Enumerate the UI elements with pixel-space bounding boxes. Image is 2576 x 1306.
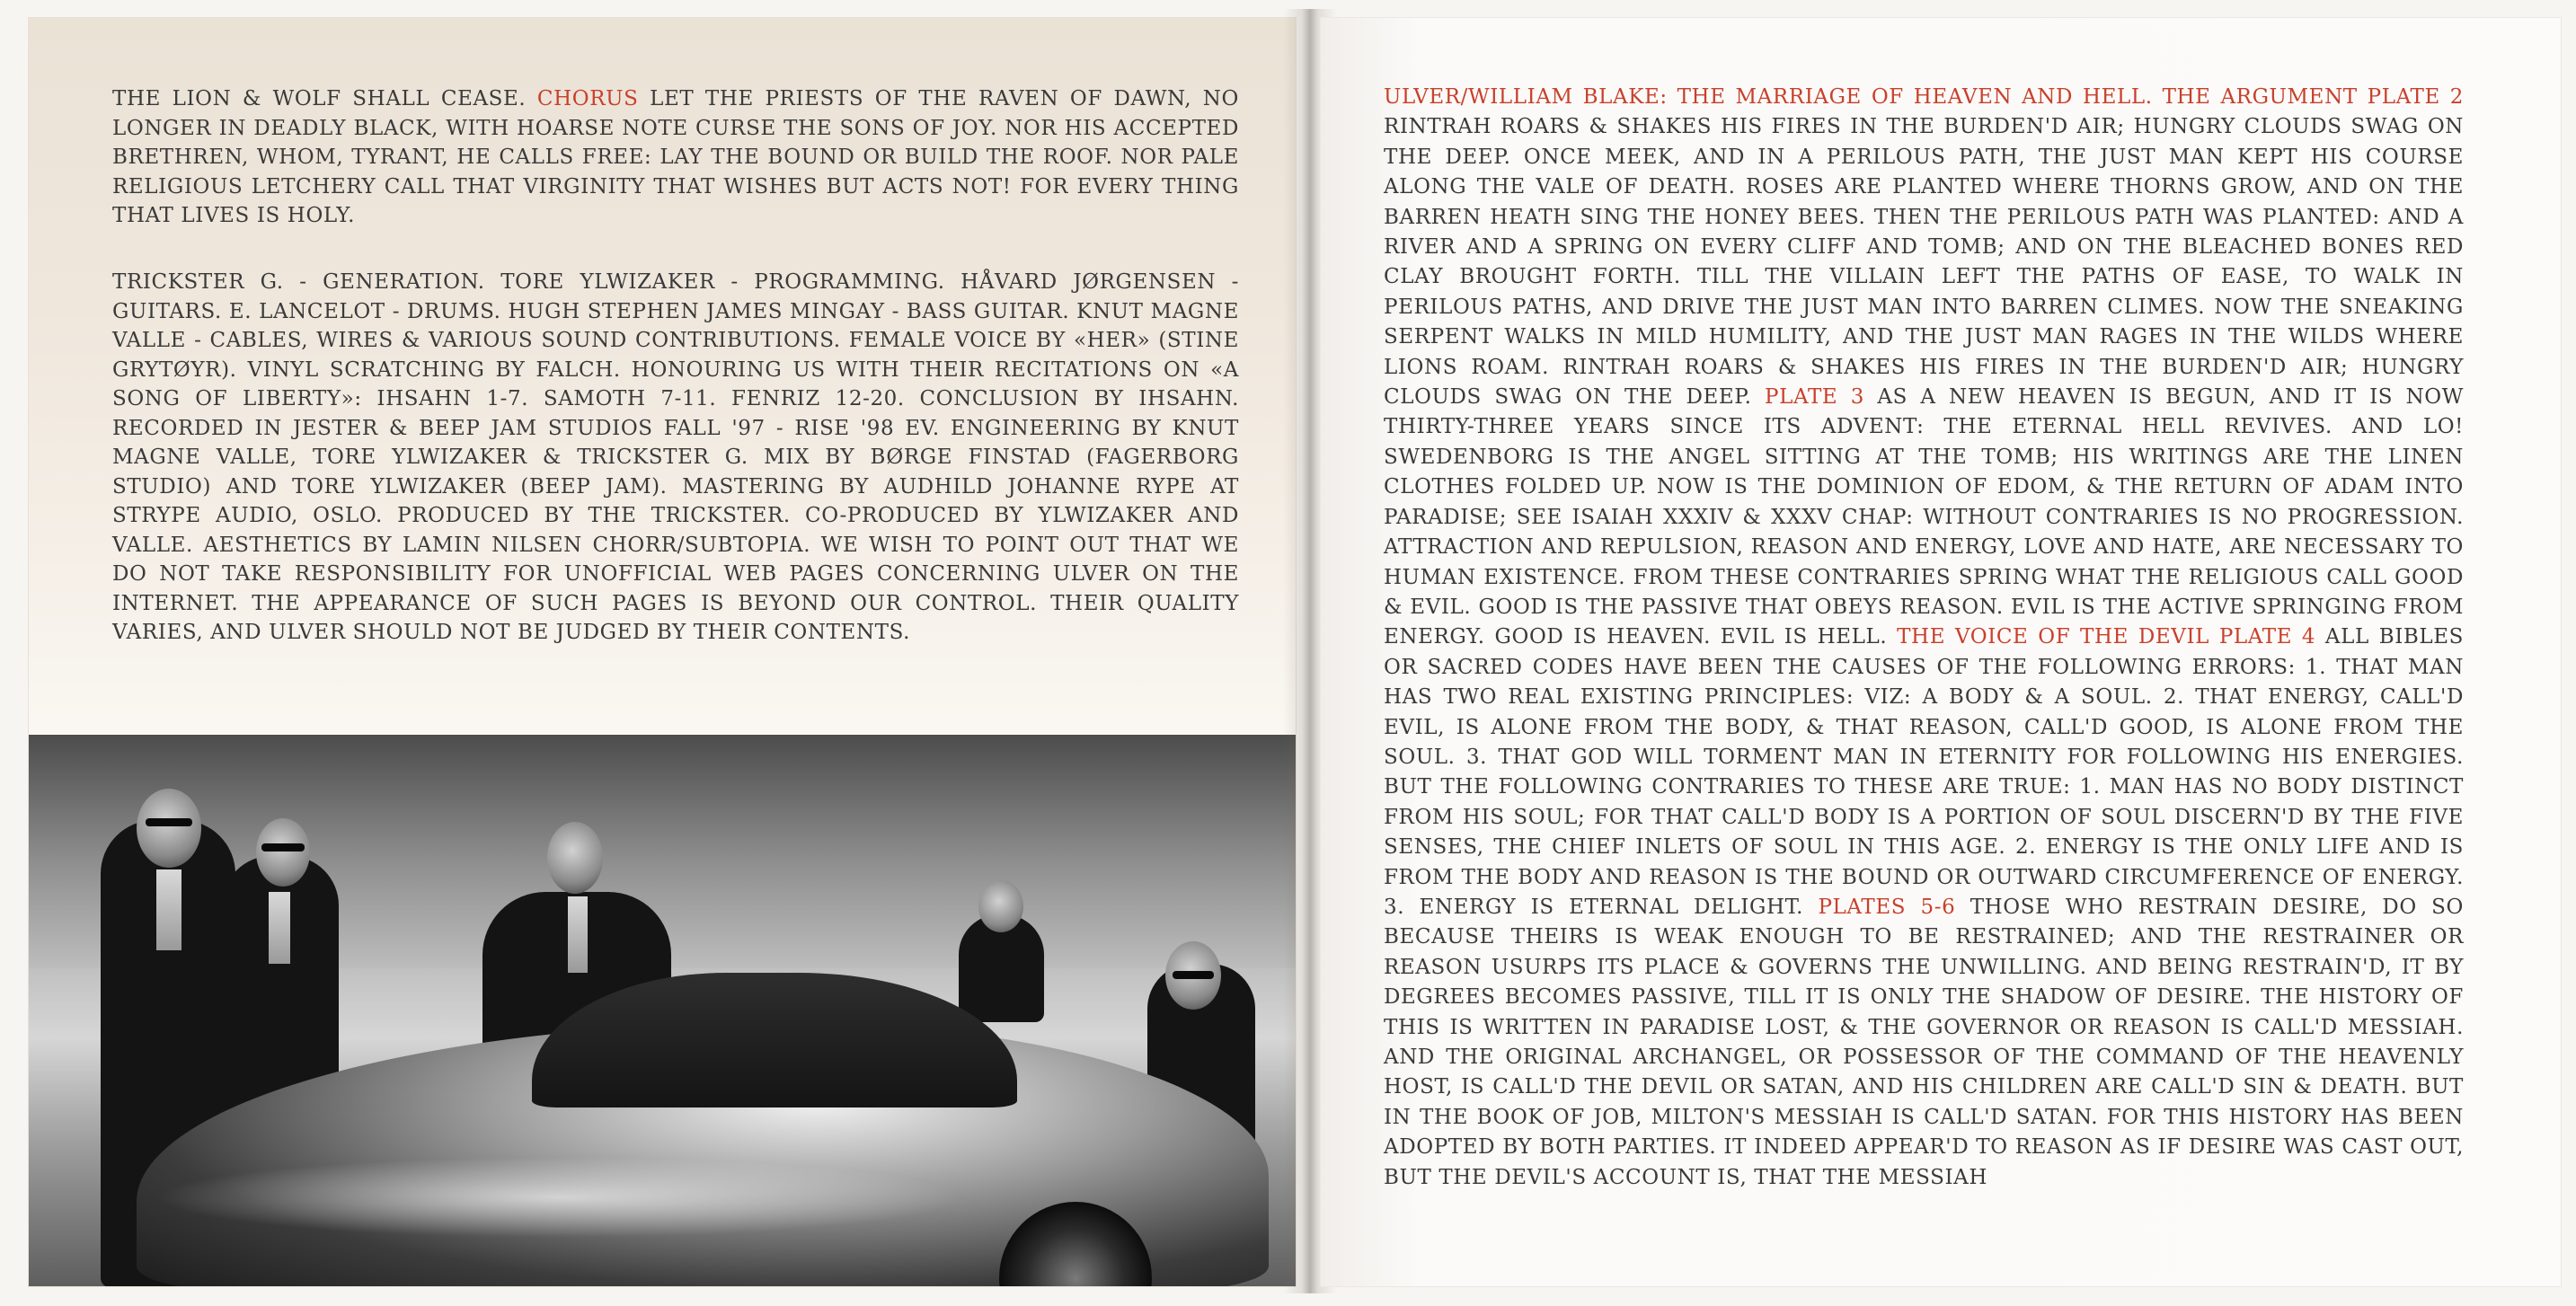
text-run: ALL BIBLES OR SACRED CODES HAVE BEEN THE CAUSES OF THE FOLLOWING ERRORS: 1. THAT MAN HAS TWO REAL EXISTING PRINCIPLES: VIZ: A BODY & A SOUL. 2. THAT ENERGY, CALL'D EVIL, IS ALONE FROM THE BODY, & THAT REASON, CALL'D GOOD, IS ALONE FROM THE SOUL. 3. THAT GOD WILL TORMENT MAN IN ETERNITY FOR FOLLOWING HIS ENERGIES. BUT THE FOLLOWING CONTRARIES TO THESE ARE TRUE: 1. MAN HAS NO BODY DISTINCT FROM HIS SOUL; FOR THAT CALL'D BODY IS A PORTION OF SOUL DISCERN'D BY THE FIVE SENSES, THE CHIEF INLETS OF SOUL IN THIS AGE. 2. ENERGY IS THE ONLY LIFE AND IS FROM THE BODY AND REASON IS THE BOUND OR OUTWARD CIRCUMFERENCE OF ENERGY. 3. ENERGY IS ETERNAL DELIGHT. xyxy=(1384,625,2464,919)
red-heading-run: PLATE 3 xyxy=(1765,385,1864,410)
band-member-figure xyxy=(959,914,1044,1022)
chorus-paragraph xyxy=(112,84,1239,231)
red-heading-run: ULVER/WILLIAM BLAKE: THE MARRIAGE OF HEAVEN AND HELL. THE ARGUMENT PLATE 2 xyxy=(1384,85,2464,109)
text-run: THOSE WHO RESTRAIN DESIRE, DO SO BECAUSE THEIRS IS WEAK ENOUGH TO BE RESTRAINED; AND THE RESTRAINER OR REASON USURPS ITS PLACE & GOVERNS THE UNWILLING. AND BEING RESTRAIN'D, IT BY DEGREES BECOMES PASSIVE, TILL IT IS ONLY THE SHADOW OF DESIRE. THE HISTORY OF THIS IS WRITTEN IN PARADISE LOST, & THE GOVERNOR OR REASON IS CALL'D MESSIAH. AND THE ORIGINAL ARCHANGEL, OR POSSESSOR OF THE COMMAND OF THE HEAVENLY HOST, IS CALL'D THE DEVIL OR SATAN, AND HIS CHILDREN ARE CALL'D SIN & DEATH. BUT IN THE BOOK OF JOB, MILTON'S MESSIAH IS CALL'D SATAN. FOR THIS HISTORY HAS BEEN ADOPTED BY BOTH PARTIES. IT INDEED APPEAR'D TO REASON AS IF DESIRE WAS CAST OUT, BUT THE DEVIL'S ACCOUNT IS, THAT THE MESSIAH xyxy=(1384,895,2464,1189)
text-run: RINTRAH ROARS & SHAKES HIS FIRES IN THE BURDEN'D AIR; HUNGRY CLOUDS SWAG ON THE DEEP. ONCE MEEK, AND IN A PERILOUS PATH, THE JUST MAN KEPT HIS COURSE ALONG THE VALE OF DEATH. ROSES ARE PLANTED WHERE THORNS GROW, AND ON THE BARREN HEATH SING THE HONEY BEES. THEN THE PERILOUS PATH WAS PLANTED: AND A RIVER AND A SPRING ON EVERY CLIFF AND TOMB; AND ON THE BLEACHED BONES RED CLAY BROUGHT FORTH. TILL THE VILLAIN LEFT THE PATHS OF EASE, TO WALK IN PERILOUS PATHS, AND DRIVE THE JUST MAN INTO BARREN CLIMES. NOW THE SNEAKING SERPENT WALKS IN MILD HUMILITY, AND THE JUST MAN RAGES IN THE WILDS WHERE LIONS ROAM. RINTRAH ROARS & SHAKES HIS FIRES IN THE BURDEN'D AIR; HUNGRY CLOUDS SWAG ON THE DEEP. xyxy=(1384,115,2464,410)
text-run: AS A NEW HEAVEN IS BEGUN, AND IT IS NOW THIRTY-THREE YEARS SINCE ITS ADVENT: THE ETERNAL HELL REVIVES. AND LO! SWEDENBORG IS THE ANGEL SITTING AT THE TOMB; HIS WRITINGS ARE THE LINEN CLOTHES FOLDED UP. NOW IS THE DOMINION OF EDOM, & THE RETURN OF ADAM INTO PARADISE; SEE ISAIAH XXXIV & XXXV CHAP: WITHOUT CONTRARIES IS NO PROGRESSION. ATTRACTION AND REPULSION, REASON AND ENERGY, LOVE AND HATE, ARE NECESSARY TO HUMAN EXISTENCE. FROM THESE CONTRARIES SPRING WHAT THE RELIGIOUS CALL GOOD & EVIL. GOOD IS THE PASSIVE THAT OBEYS REASON. EVIL IS THE ACTIVE SPRINGING FROM ENERGY. GOOD IS HEAVEN. EVIL IS HELL. xyxy=(1384,385,2464,649)
marriage-of-heaven-and-hell-text xyxy=(1384,83,2464,1193)
left-page xyxy=(29,18,1296,1286)
text-run: TRICKSTER G. - GENERATION. TORE YLWIZAKER - PROGRAMMING. HÅVARD JØRGENSEN - GUITARS. E. LANCELOT - DRUMS. HUGH STEPHEN JAMES MINGAY - BASS GUITAR. KNUT MAGNE VALLE - CABLES, WIRES & VARIOUS SOUND CONTRIBUTIONS. FEMALE VOICE BY «HER» (STINE GRYTØYR). VINYL SCRATCHING BY FALCH. HONOURING US WITH THEIR RECITATIONS ON «A SONG OF LIBERTY»: IHSAHN 1-7. SAMOTH 7-11. FENRIZ 12-20. CONCLUSION BY IHSAHN. RECORDED IN JESTER & BEEP JAM STUDIOS FALL '97 - RISE '98 EV. ENGINEERING BY KNUT MAGNE VALLE, TORE YLWIZAKER & TRICKSTER G. MIX BY BØRGE FINSTAD (FAGERBORG STUDIO) AND TORE YLWIZAKER (BEEP JAM). MASTERING BY AUDHILD JOHANNE RYPE AT STRYPE AUDIO, OSLO. PRODUCED BY THE TRICKSTER. CO-PRODUCED BY YLWIZAKER AND VALLE. AESTHETICS BY LAMIN NILSEN CHORR/SUBTOPIA. WE WISH TO POINT OUT THAT WE DO NOT TAKE RESPONSIBILITY FOR UNOFFICIAL WEB PAGES CONCERNING ULVER ON THE INTERNET. THE APPEARANCE OF SUCH PAGES IS BEYOND OUR CONTROL. THEIR QUALITY VARIES, AND ULVER SHOULD NOT BE JUDGED BY THEIR CONTENTS. xyxy=(112,270,1239,644)
left-text-area xyxy=(29,18,1296,735)
credits-paragraph xyxy=(112,268,1239,648)
red-heading-run: PLATES 5-6 xyxy=(1818,895,1956,919)
text-run: LET THE PRIESTS OF THE RAVEN OF DAWN, NO LONGER IN DEADLY BLACK, WITH HOARSE NOTE CURSE THE SONS OF JOY. NOR HIS ACCEPTED BRETHREN, WHOM, TYRANT, HE CALLS FREE: LAY THE BOUND OR BUILD THE ROOF. NOR PALE RELIGIOUS LETCHERY CALL THAT VIRGINITY THAT WISHES BUT ACTS NOT! FOR EVERY THING THAT LIVES IS HOLY. xyxy=(112,87,1239,227)
red-heading-run: CHORUS xyxy=(536,87,639,110)
car-reflection xyxy=(155,1157,963,1238)
right-page xyxy=(1321,18,2561,1286)
red-heading-run: THE VOICE OF THE DEVIL PLATE 4 xyxy=(1897,625,2316,649)
band-photo xyxy=(29,735,1296,1286)
text-run: THE LION & WOLF SHALL CEASE. xyxy=(112,87,537,110)
